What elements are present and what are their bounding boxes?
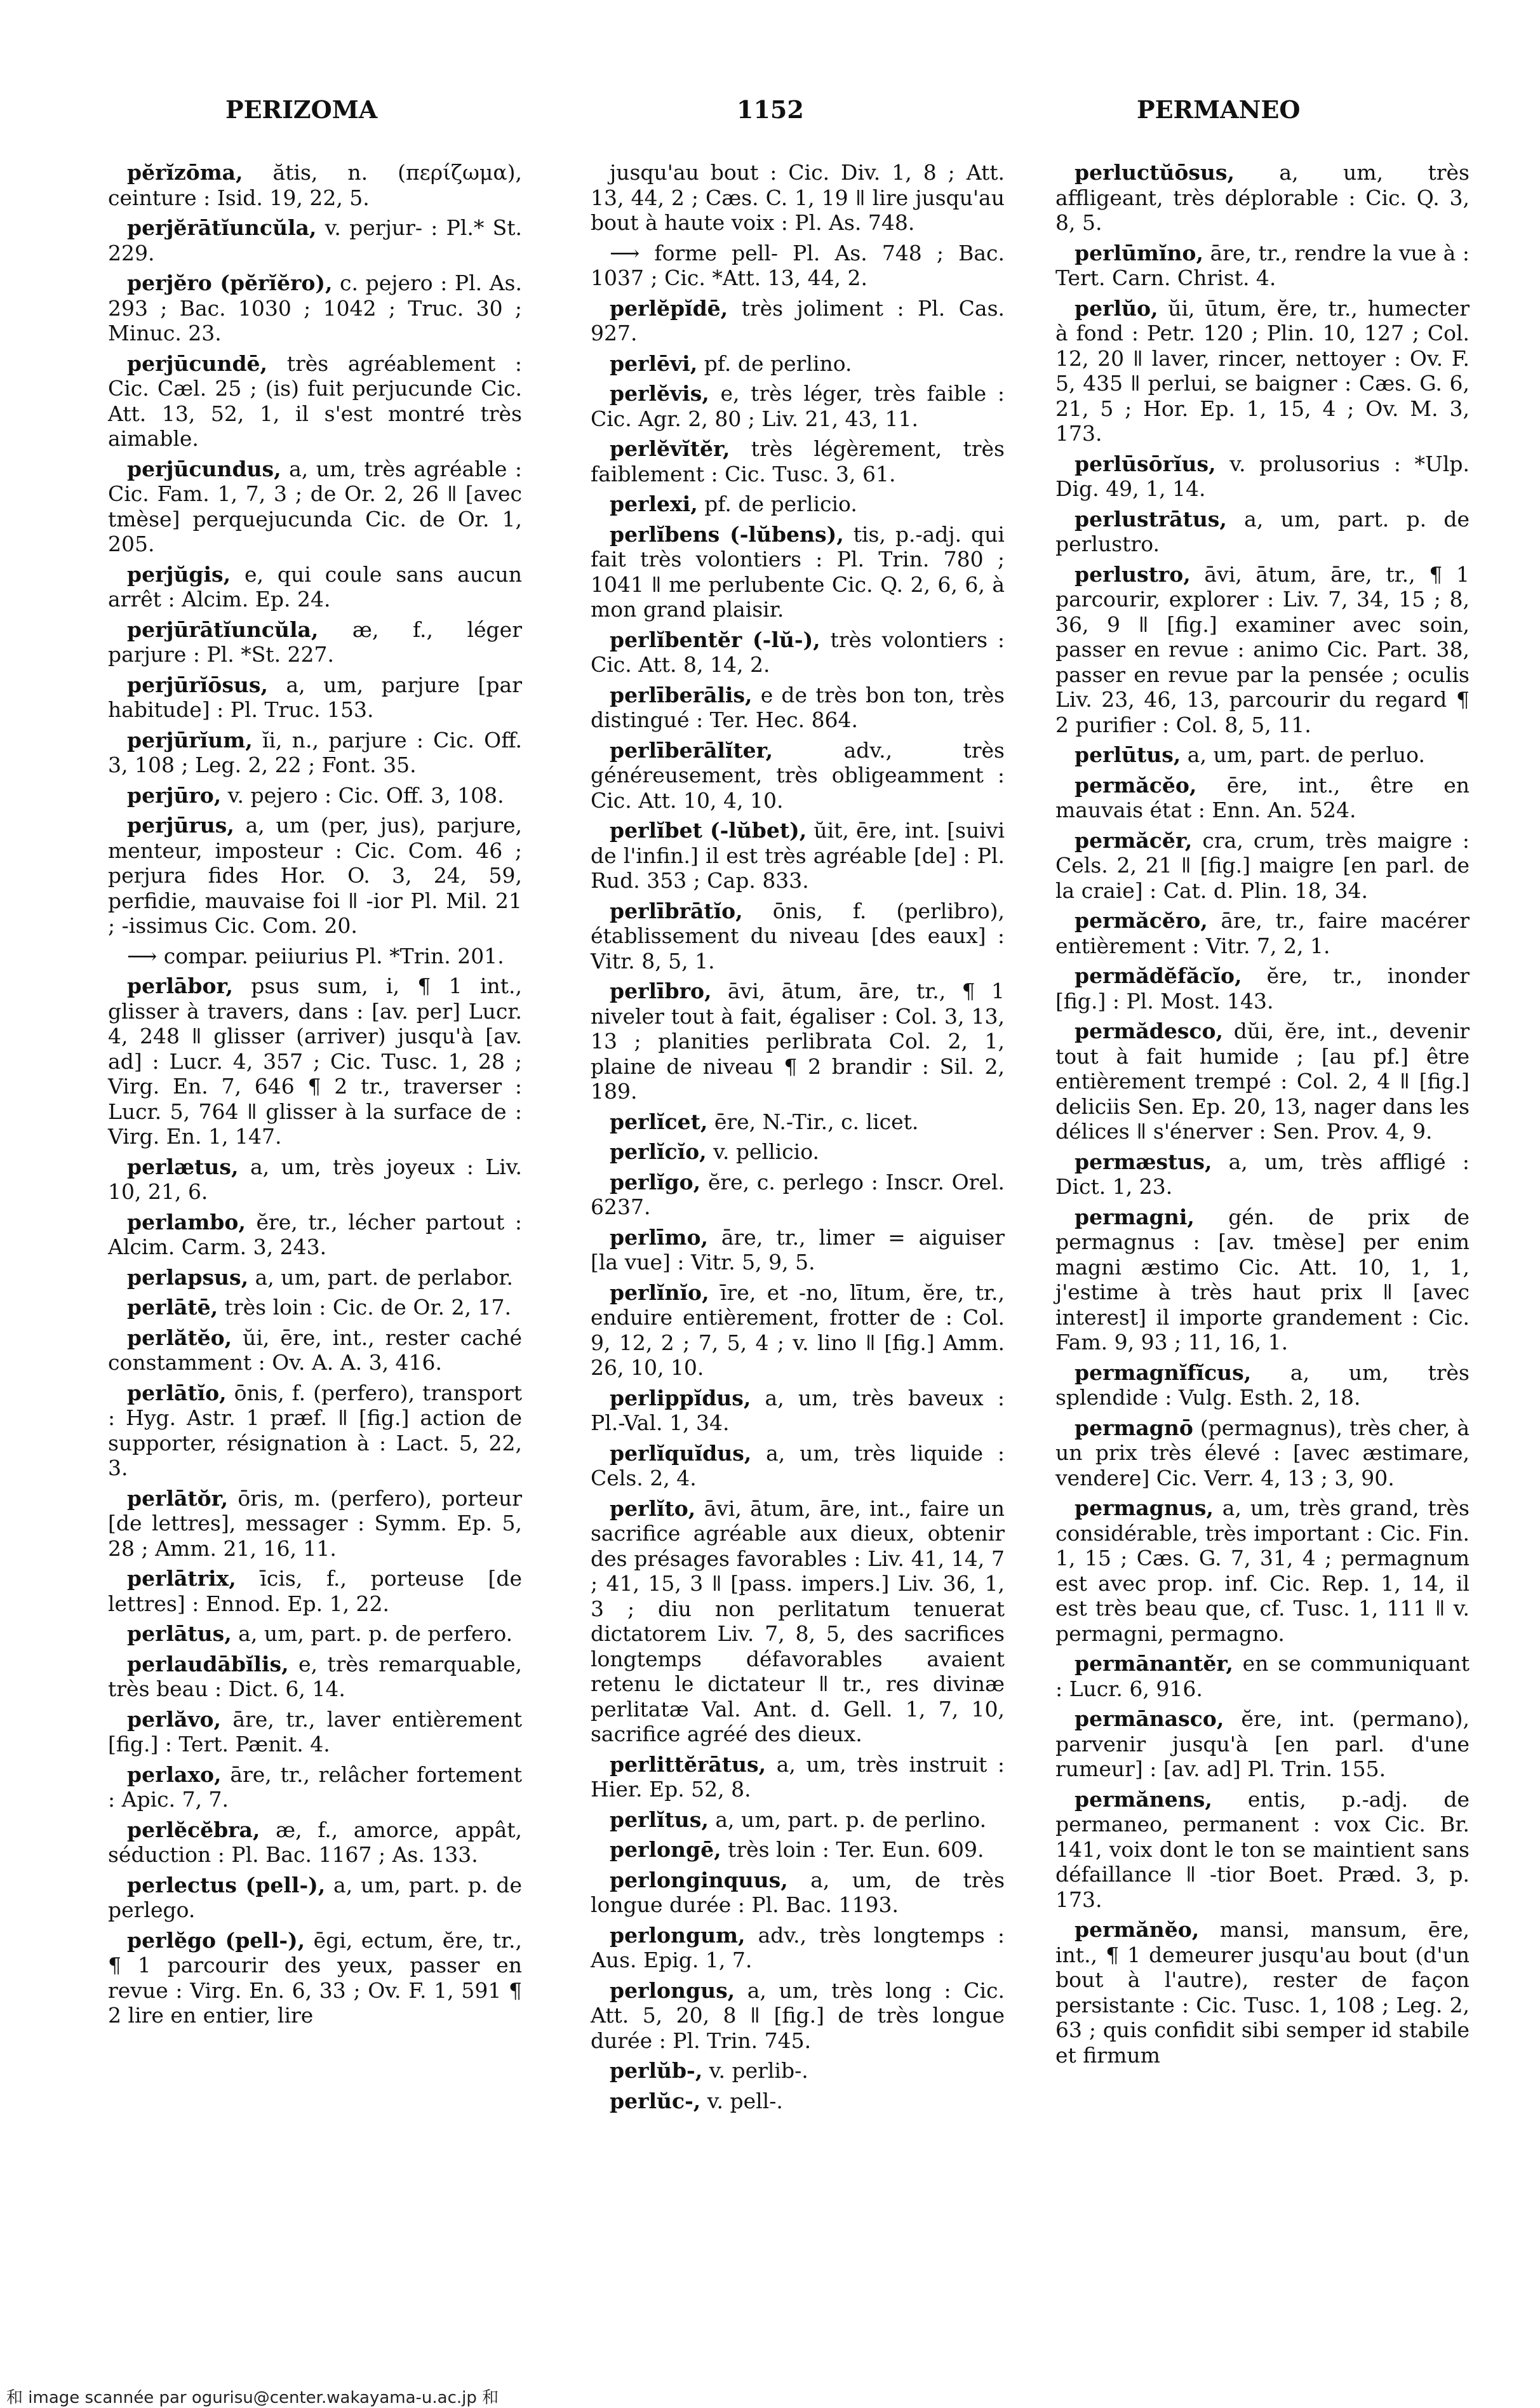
dictionary-entry — [108, 1154, 522, 1205]
dictionary-entry — [591, 351, 1005, 377]
entry-headword: perjūcundus, — [127, 456, 281, 481]
entry-headword: permagnus, — [1075, 1495, 1214, 1520]
entry-headword: perlĕcĕbra, — [127, 1817, 260, 1842]
entry-headword: perlībrātĭo, — [610, 898, 743, 923]
entry-definition: ĕre, tr., lécher partout : Alcim. Carm. 3, 243. — [108, 1209, 522, 1259]
dictionary-entry — [591, 738, 1005, 813]
entry-definition: ēre, N.-Tir., c. licet. — [707, 1109, 919, 1134]
entry-headword: perlĭbet (-lŭbet), — [610, 818, 807, 843]
dictionary-entry — [591, 899, 1005, 974]
entry-definition: v. pell-. — [700, 2088, 783, 2113]
dictionary-entry — [591, 2058, 1005, 2084]
dictionary-entry — [108, 813, 522, 939]
entry-definition: āre, tr., limer = aiguiser [la vue] : Vitr. 5, 9, 5. — [591, 1224, 1005, 1274]
dictionary-entry — [1055, 160, 1470, 236]
entry-definition: a, um, part. p. de perlego. — [108, 1872, 522, 1922]
entry-definition: ătis, n. (περίζωμα), ceinture : Isid. 19, 22, 5. — [108, 160, 522, 210]
dictionary-entry — [108, 1873, 522, 1923]
dictionary-entry — [1055, 828, 1470, 904]
entry-headword: permagnĭfĭcus, — [1075, 1360, 1252, 1385]
dictionary-entry — [591, 1109, 1005, 1135]
entry-headword: perlātĭo, — [127, 1380, 227, 1405]
entry-definition: ēre, int., être en mauvais état : Enn. An. 524. — [1055, 772, 1470, 822]
entry-definition: (permagnus), très cher, à un prix très élevé : [avec æstimare, vendere] Cic. Verr. 4, 13 ; 3, 90. — [1055, 1415, 1470, 1490]
dictionary-entry — [108, 728, 522, 778]
entry-definition: très joliment : Pl. Cas. 927. — [591, 295, 1005, 345]
entry-headword: perlippĭdus, — [610, 1385, 751, 1410]
entry-headword: perlaudābĭlis, — [127, 1651, 289, 1676]
entry-headword: perlĭgo, — [610, 1169, 701, 1194]
entry-headword: perlīmo, — [610, 1224, 708, 1250]
scan-credit: 和 image scannée par ogurisu@center.wakayama-u.ac.jp 和 — [6, 2388, 499, 2407]
entry-definition: a, um, part. p. de perfero. — [231, 1621, 513, 1646]
page-header — [0, 95, 1540, 140]
dictionary-entry — [591, 683, 1005, 733]
entry-headword: perlustro, — [1075, 561, 1191, 587]
dictionary-entry — [108, 1566, 522, 1616]
entry-definition: æ, f., amorce, appât, séduction : Pl. Bac. 1167 ; As. 133. — [108, 1817, 522, 1867]
entry-definition: très agréablement : Cic. Cæl. 25 ; (is) fuit perjucunde Cic. Att. 13, 52, 1, il s'est montré très aimable. — [108, 351, 522, 451]
entry-definition: adv., très généreusement, très obligeamment : Cic. Att. 10, 4, 10. — [591, 737, 1005, 813]
entry-headword: perjūrātĭuncŭla, — [127, 617, 319, 642]
entry-definition: ⟶ forme pell- Pl. As. 748 ; Bac. 1037 ; Cic. *Att. 13, 44, 2. — [591, 240, 1005, 290]
dictionary-entry — [591, 1386, 1005, 1436]
dictionary-entry — [591, 818, 1005, 893]
entry-definition: ĕre, int. (permano), parvenir jusqu'à [en parl. d'une rumeur] : [av. ad] Pl. Trin. 155. — [1055, 1706, 1470, 1781]
entry-definition: entis, p.-adj. de permaneo, permanent : vox Cic. Br. 141, voix dont le ton se maintient sans défaillance ǁ -tior Boet. Præd. 3, p. 173. — [1055, 1786, 1470, 1912]
entry-definition: ōris, m. (perfero), porteur [de lettres], messager : Symm. Ep. 5, 28 ; Amm. 21, 16, 11. — [108, 1485, 522, 1561]
dictionary-entry — [1055, 1149, 1470, 1200]
dictionary-entry — [108, 1381, 522, 1481]
entry-definition: jusqu'au bout : Cic. Div. 1, 8 ; Att. 13, 44, 2 ; Cæs. C. 1, 19 ǁ lire jusqu'au bout à haute voix : Pl. As. 748. — [591, 160, 1005, 235]
entry-definition: a, um, part. de perluo. — [1181, 742, 1425, 767]
dictionary-entry — [591, 1978, 1005, 2054]
entry-headword: permăcĕro, — [1075, 908, 1208, 933]
dictionary-entry — [108, 1707, 522, 1757]
dictionary-entry — [591, 1923, 1005, 1973]
entry-headword: perlĭto, — [610, 1495, 696, 1521]
entry-headword: perlectus (pell-), — [127, 1872, 326, 1897]
dictionary-entry — [108, 351, 522, 452]
entry-definition: æ, f., léger parjure : Pl. *St. 227. — [108, 617, 522, 667]
dictionary-entry — [108, 672, 522, 723]
dictionary-entry — [591, 1807, 1005, 1833]
entry-headword: perlaxo, — [127, 1762, 222, 1787]
entry-headword: perlūmĭno, — [1075, 240, 1203, 265]
entry-definition: āvi, ātum, āre, tr., ¶ 1 niveler tout à fait, égaliser : Col. 3, 13, 13 ; planities perlibrata Col. 2, 1, plaine de niveau ¶ 2 brandir : Sil. 2, 189. — [591, 979, 1005, 1104]
entry-headword: perjŭgis, — [127, 561, 231, 587]
dictionary-entry — [591, 1441, 1005, 1491]
entry-definition: ēgi, ectum, ĕre, tr., ¶ 1 parcourir des yeux, passer en revue : Virg. En. 6, 33 ; Ov. F. 1, 591 ¶ 2 lire en entier, lire — [108, 1927, 522, 2028]
entry-headword: perlātŏr, — [127, 1485, 229, 1511]
entry-headword: perlĭcet, — [610, 1109, 708, 1134]
entry-definition: a, um, très baveux : Pl.-Val. 1, 34. — [591, 1385, 1005, 1435]
entry-definition: īcis, f., porteuse [de lettres] : Ennod. Ep. 1, 22. — [108, 1566, 522, 1616]
entry-headword: perlongus, — [610, 1977, 735, 2003]
page-number: 1152 — [737, 95, 804, 124]
dictionary-entry — [1055, 452, 1470, 502]
dictionary-entry — [591, 1868, 1005, 1918]
entry-headword: perlăvo, — [127, 1706, 222, 1732]
entry-definition: a, um, très agréable : Cic. Fam. 1, 7, 3 ; de Or. 2, 26 ǁ [avec tmèse] perquejucunda Cic. de Or. 1, 205. — [108, 456, 522, 556]
dictionary-entry — [591, 1280, 1005, 1381]
entry-headword: permănĕo, — [1075, 1917, 1200, 1942]
entry-headword: perlĭnĭo, — [610, 1280, 709, 1305]
entry-headword: perlittĕrātus, — [610, 1751, 767, 1777]
entry-headword: perlătĕo, — [127, 1325, 232, 1350]
dictionary-entry — [591, 160, 1005, 236]
entry-definition: a, um, très instruit : Hier. Ep. 52, 8. — [591, 1751, 1005, 1802]
entry-definition: a, um, très affligé : Dict. 1, 23. — [1055, 1149, 1470, 1199]
dictionary-entry — [1055, 1019, 1470, 1144]
entry-headword: perjūrĭōsus, — [127, 672, 268, 697]
entry-headword: perjūrĭum, — [127, 727, 253, 752]
dictionary-entry — [591, 381, 1005, 431]
dictionary-entry — [1055, 1706, 1470, 1782]
entry-headword: perlēvi, — [610, 351, 698, 376]
dictionary-entry — [108, 973, 522, 1149]
dictionary-entry — [108, 944, 522, 969]
entry-definition: a, um, très splendide : Vulg. Esth. 2, 18. — [1055, 1360, 1470, 1410]
entry-headword: permagni, — [1075, 1204, 1195, 1229]
dictionary-entry — [591, 522, 1005, 622]
entry-definition: en se communiquant : Lucr. 6, 916. — [1055, 1651, 1470, 1701]
entry-headword: perlĭbentĕr (-lŭ-), — [610, 627, 820, 652]
dictionary-entry — [108, 1928, 522, 2028]
running-head-right: PERMANEO — [1137, 95, 1301, 124]
entry-definition: pf. de perlicio. — [697, 492, 857, 516]
entry-headword: perlĕvis, — [610, 381, 709, 406]
entry-definition: āre, tr., rendre la vue à : Tert. Carn. Christ. 4. — [1055, 240, 1470, 290]
entry-headword: perluctŭōsus, — [1075, 160, 1235, 185]
entry-definition: āre, tr., laver entièrement [fig.] : Tert. Pænit. 4. — [108, 1706, 522, 1756]
dictionary-entry — [1055, 773, 1470, 823]
entry-definition: e, très léger, très faible : Cic. Agr. 2, 80 ; Liv. 21, 43, 11. — [591, 381, 1005, 431]
entry-definition: très loin : Cic. de Or. 2, 17. — [218, 1295, 511, 1320]
entry-definition: īre, et -no, lītum, ĕre, tr., enduire entièrement, frotter de : Col. 9, 12, 2 ; 7, 5, 4 ; v. lino ǁ [fig.] Amm. 26, 10, 10. — [591, 1280, 1005, 1380]
entry-definition: tis, p.-adj. qui fait très volontiers : Pl. Trin. 780 ; 1041 ǁ me perlubente Cic. Q. 2, 6, 6, à mon grand plaisir. — [591, 521, 1005, 622]
entry-definition: très légèrement, très faiblement : Cic. Tusc. 3, 61. — [591, 436, 1005, 486]
entry-definition: a, um, part. de perlabor. — [248, 1264, 514, 1290]
dictionary-entry — [108, 1325, 522, 1375]
dictionary-entry — [1055, 241, 1470, 291]
dictionary-entry — [591, 1837, 1005, 1863]
entry-headword: permădesco, — [1075, 1019, 1223, 1043]
entry-definition: a, um, très grand, très considérable, très important : Cic. Fin. 1, 15 ; Cæs. G. 7, 31, 4 ; permagnum est avec prop. inf. Cic. Rep. 1, 14, il est très beau que, cf. Tusc. 1, 111 ǁ v. permagni, permagno. — [1055, 1495, 1470, 1646]
entry-headword: permădĕfăcĭo, — [1075, 963, 1242, 988]
dictionary-entry — [591, 241, 1005, 291]
dictionary-entry — [1055, 1205, 1470, 1355]
entry-headword: perlĕpĭdē, — [610, 295, 728, 321]
entry-headword: perlūtus, — [1075, 742, 1181, 767]
entry-headword: perlūsōrĭus, — [1075, 451, 1216, 476]
entry-definition: a, um (per, jus), parjure, menteur, imposteur : Cic. Com. 46 ; perjura fides Hor. O. 3, 24, 59, perfidie, mauvaise foi ǁ -ior Pl. Mil. 21 ; -issimus Cic. Com. 20. — [108, 813, 522, 938]
dictionary-entry — [1055, 1360, 1470, 1410]
entry-headword: perlŭo, — [1075, 295, 1158, 321]
entry-headword: perlībro, — [610, 979, 712, 1003]
dictionary-entry — [591, 1170, 1005, 1220]
entry-definition: ōnis, f. (perlibro), établissement du niveau [des eaux] : Vitr. 8, 5, 1. — [591, 898, 1005, 973]
entry-headword: perlĭtus, — [610, 1807, 709, 1832]
entry-headword: permæstus, — [1075, 1149, 1212, 1174]
entry-definition: āre, tr., faire macérer entièrement : Vitr. 7, 2, 1. — [1055, 908, 1470, 958]
entry-definition: āvi, ātum, āre, int., faire un sacrifice agréable aux dieux, obtenir des présages favorables : Liv. 41, 14, 7 ; 41, 15, 3 ǁ [pass. impers.] Liv. 36, 1, 3 ; diu non perlitatum tenuerat dictatorem Liv. 7, 8, 5, des sacrifices longtemps défavorables avaient retenu le dictateur ǁ tr., res divinæ perlitatæ Val. Ant. d. Gell. 1, 7, 10, sacrifice agréé des dieux. — [591, 1495, 1005, 1746]
entry-headword: permānasco, — [1075, 1706, 1224, 1731]
entry-definition: ōnis, f. (perfero), transport : Hyg. Astr. 1 præf. ǁ [fig.] action de supporter, résignation à : Lact. 5, 22, 3. — [108, 1380, 522, 1480]
entry-definition: a, um, très long : Cic. Att. 5, 20, 8 ǁ [fig.] de très longue durée : Pl. Trin. 745. — [591, 1977, 1005, 2053]
dictionary-entry — [591, 1225, 1005, 1275]
entry-definition: āre, tr., relâcher fortement : Apic. 7, 7. — [108, 1762, 522, 1812]
entry-headword: perjūro, — [127, 782, 222, 808]
dictionary-entry — [108, 1762, 522, 1812]
entry-headword: permănens, — [1075, 1786, 1212, 1812]
entry-definition: v. pellicio. — [706, 1139, 819, 1164]
dictionary-entry — [1055, 963, 1470, 1013]
dictionary-entry — [1055, 1651, 1470, 1701]
dictionary-entry — [591, 2089, 1005, 2114]
dictionary-entry — [108, 1210, 522, 1260]
entry-definition: gén. de prix de permagnus : [av. tmèse] per enim magni æstimo Cic. Att. 10, 1, 1, j'estime à très haut prix ǁ [avec interest] il importe grandement : Cic. Fam. 9, 93 ; 11, 16, 1. — [1055, 1204, 1470, 1354]
dictionary-entry — [108, 1295, 522, 1320]
entry-headword: perlambo, — [127, 1209, 246, 1234]
entry-definition: v. prolusorius : *Ulp. Dig. 49, 1, 14. — [1055, 451, 1470, 501]
entry-definition: e de très bon ton, très distingué : Ter. Hec. 864. — [591, 682, 1005, 732]
dictionary-entry — [108, 215, 522, 265]
running-head-left: PERIZOMA — [225, 95, 378, 124]
entry-definition: ŭit, ēre, int. [suivi de l'infin.] il est très agréable [de] : Pl. Rud. 353 ; Cap. 833. — [591, 818, 1005, 893]
entry-headword: permăcĕo, — [1075, 772, 1197, 798]
entry-headword: perlĭcĭo, — [610, 1139, 707, 1164]
entry-headword: perlætus, — [127, 1154, 239, 1179]
entry-headword: permăcĕr, — [1075, 827, 1193, 853]
entry-definition: ĭi, n., parjure : Cic. Off. 3, 108 ; Leg. 2, 22 ; Font. 35. — [108, 727, 522, 777]
entry-definition: pf. de perlino. — [697, 351, 852, 376]
dictionary-column-3 — [1055, 160, 1470, 2073]
entry-headword: perjĕrātĭuncŭla, — [127, 215, 317, 240]
dictionary-entry — [108, 783, 522, 808]
entry-headword: perlĭbens (-lŭbens), — [610, 521, 844, 547]
entry-headword: perlĕvĭtĕr, — [610, 436, 730, 461]
entry-definition: cra, crum, très maigre : Cels. 2, 21 ǁ [fig.] maigre [en parl. de la craie] : Cat. d. Plin. 18, 34. — [1055, 827, 1470, 903]
dictionary-entry — [108, 562, 522, 612]
entry-headword: perlustrātus, — [1075, 506, 1227, 532]
entry-definition: v. pejero : Cic. Off. 3, 108. — [221, 782, 504, 808]
dictionary-entry — [1055, 1495, 1470, 1646]
entry-definition: āvi, ātum, āre, tr., ¶ 1 parcourir, explorer : Liv. 7, 34, 15 ; 8, 36, 9 ǁ [fig.] examiner avec soin, passer en revue : animo Cic. Part. 38, passer en revue par la pensée ; oculis Liv. 23, 46, 13, parcourir du regard ¶ 2 purifier : Col. 8, 5, 11. — [1055, 561, 1470, 737]
entry-definition: a, um, part. p. de perlustro. — [1055, 506, 1470, 556]
dictionary-entry — [108, 1486, 522, 1562]
entry-headword: perlongum, — [610, 1922, 746, 1948]
dictionary-entry — [1055, 1787, 1470, 1913]
entry-headword: perjĕro (pĕrĭĕro), — [127, 271, 333, 295]
entry-headword: perlŭb-, — [610, 2058, 703, 2083]
entry-headword: perlābor, — [127, 973, 233, 998]
entry-definition: c. pejero : Pl. As. 293 ; Bac. 1030 ; 1042 ; Truc. 30 ; Minuc. 23. — [108, 271, 522, 345]
entry-headword: pĕrĭzōma, — [127, 160, 243, 185]
entry-definition: a, um, très affligeant, très déplorable : Cic. Q. 3, 8, 5. — [1055, 160, 1470, 235]
entry-definition: e, très remarquable, très beau : Dict. 6, 14. — [108, 1651, 522, 1701]
entry-headword: perlĭquĭdus, — [610, 1440, 752, 1466]
entry-definition: v. perjur- : Pl.* St. 229. — [108, 215, 522, 265]
entry-definition: a, um, très joyeux : Liv. 10, 21, 6. — [108, 1154, 522, 1204]
dictionary-entry — [1055, 1917, 1470, 2068]
entry-headword: perjūcundē, — [127, 351, 268, 376]
entry-definition: a, um, part. p. de perlino. — [708, 1807, 987, 1832]
entry-headword: perlexi, — [610, 492, 698, 516]
dictionary-entry — [591, 979, 1005, 1104]
dictionary-entry — [1055, 742, 1470, 768]
dictionary-column-1 — [108, 160, 522, 2033]
entry-headword: perlapsus, — [127, 1264, 249, 1290]
entry-headword: perlĕgo (pell-), — [127, 1927, 305, 1953]
entry-headword: perlonginquus, — [610, 1867, 788, 1892]
dictionary-entry — [591, 1752, 1005, 1802]
entry-definition: adv., très longtemps : Aus. Epig. 1, 7. — [591, 1922, 1005, 1972]
entry-headword: perjūrus, — [127, 813, 234, 838]
dictionary-entry — [591, 436, 1005, 486]
dictionary-entry — [108, 1652, 522, 1702]
dictionary-entry — [108, 1265, 522, 1290]
entry-definition: ŭi, ūtum, ĕre, tr., humecter à fond : Petr. 120 ; Plin. 10, 127 ; Col. 12, 20 ǁ laver, rincer, nettoyer : Ov. F. 5, 435 ǁ perlui, se baigner : Cæs. G. 6, 21, 5 ; Hor. Ep. 1, 15, 4 ; Ov. M. 3, 173. — [1055, 295, 1470, 446]
dictionary-entry — [591, 492, 1005, 517]
entry-headword: permānantĕr, — [1075, 1651, 1233, 1676]
entry-definition: ĕre, c. perlego : Inscr. Orel. 6237. — [591, 1169, 1005, 1219]
entry-definition: a, um, parjure [par habitude] : Pl. Truc. 153. — [108, 672, 522, 722]
entry-definition: mansi, mansum, ēre, int., ¶ 1 demeurer jusqu'au bout (d'un bout à l'autre), rester de façon persistante : Cic. Tusc. 1, 108 ; Leg. 2, 63 ; quis confidit sibi semper id stabile et firmum — [1055, 1917, 1470, 2068]
dictionary-entry — [108, 1621, 522, 1647]
entry-headword: permagnō — [1075, 1415, 1193, 1440]
entry-definition: ⟶ compar. peiiurius Pl. *Trin. 201. — [127, 943, 504, 968]
dictionary-entry — [591, 1139, 1005, 1165]
entry-headword: perlīberālĭter, — [610, 737, 773, 763]
entry-headword: perlŭc-, — [610, 2088, 701, 2113]
dictionary-entry — [1055, 562, 1470, 738]
entry-definition: dŭi, ĕre, int., devenir tout à fait humide ; [au pf.] être entièrement trempé : Col. 2, 4 ǁ [fig.] deliciis Sen. Ep. 20, 13, nager dans les délices ǁ s'énerver : Sen. Prov. 4, 9. — [1055, 1019, 1470, 1144]
entry-definition: ĕre, tr., inonder [fig.] : Pl. Most. 143. — [1055, 963, 1470, 1013]
entry-headword: perlātus, — [127, 1621, 232, 1646]
entry-definition: v. perlib-. — [702, 2058, 808, 2083]
entry-headword: perlātē, — [127, 1295, 218, 1320]
entry-headword: perlongē, — [610, 1837, 721, 1862]
dictionary-entry — [1055, 507, 1470, 557]
dictionary-entry — [591, 296, 1005, 346]
entry-definition: ŭi, ēre, int., rester caché constamment : Ov. A. A. 3, 416. — [108, 1325, 522, 1375]
dictionary-entry — [108, 271, 522, 346]
entry-headword: perlīberālis, — [610, 682, 753, 707]
dictionary-entry — [1055, 296, 1470, 446]
entry-definition: très loin : Ter. Eun. 609. — [721, 1837, 984, 1862]
dictionary-entry — [108, 1817, 522, 1868]
dictionary-entry — [108, 160, 522, 210]
dictionary-entry — [1055, 908, 1470, 958]
entry-definition: très volontiers : Cic. Att. 8, 14, 2. — [591, 627, 1005, 677]
dictionary-column-2 — [591, 160, 1005, 2118]
dictionary-entry — [591, 627, 1005, 678]
entry-definition: e, qui coule sans aucun arrêt : Alcim. Ep. 24. — [108, 561, 522, 612]
dictionary-entry — [591, 1496, 1005, 1747]
entry-definition: a, um, très liquide : Cels. 2, 4. — [591, 1440, 1005, 1490]
dictionary-entry — [1055, 1415, 1470, 1491]
entry-headword: perlātrix, — [127, 1566, 236, 1591]
dictionary-entry — [108, 457, 522, 557]
entry-definition: psus sum, i, ¶ 1 int., glisser à travers, dans : [av. per] Lucr. 4, 248 ǁ glisser (arriver) jusqu'à [av. ad] : Lucr. 4, 357 ; Cic. Tusc. 1, 28 ; Virg. En. 7, 646 ¶ 2 tr., traverser : Lucr. 5, 764 ǁ glisser à la surface de : Virg. En. 1, 147. — [108, 973, 522, 1149]
entry-definition: a, um, de très longue durée : Pl. Bac. 1193. — [591, 1867, 1005, 1917]
dictionary-entry — [108, 617, 522, 667]
